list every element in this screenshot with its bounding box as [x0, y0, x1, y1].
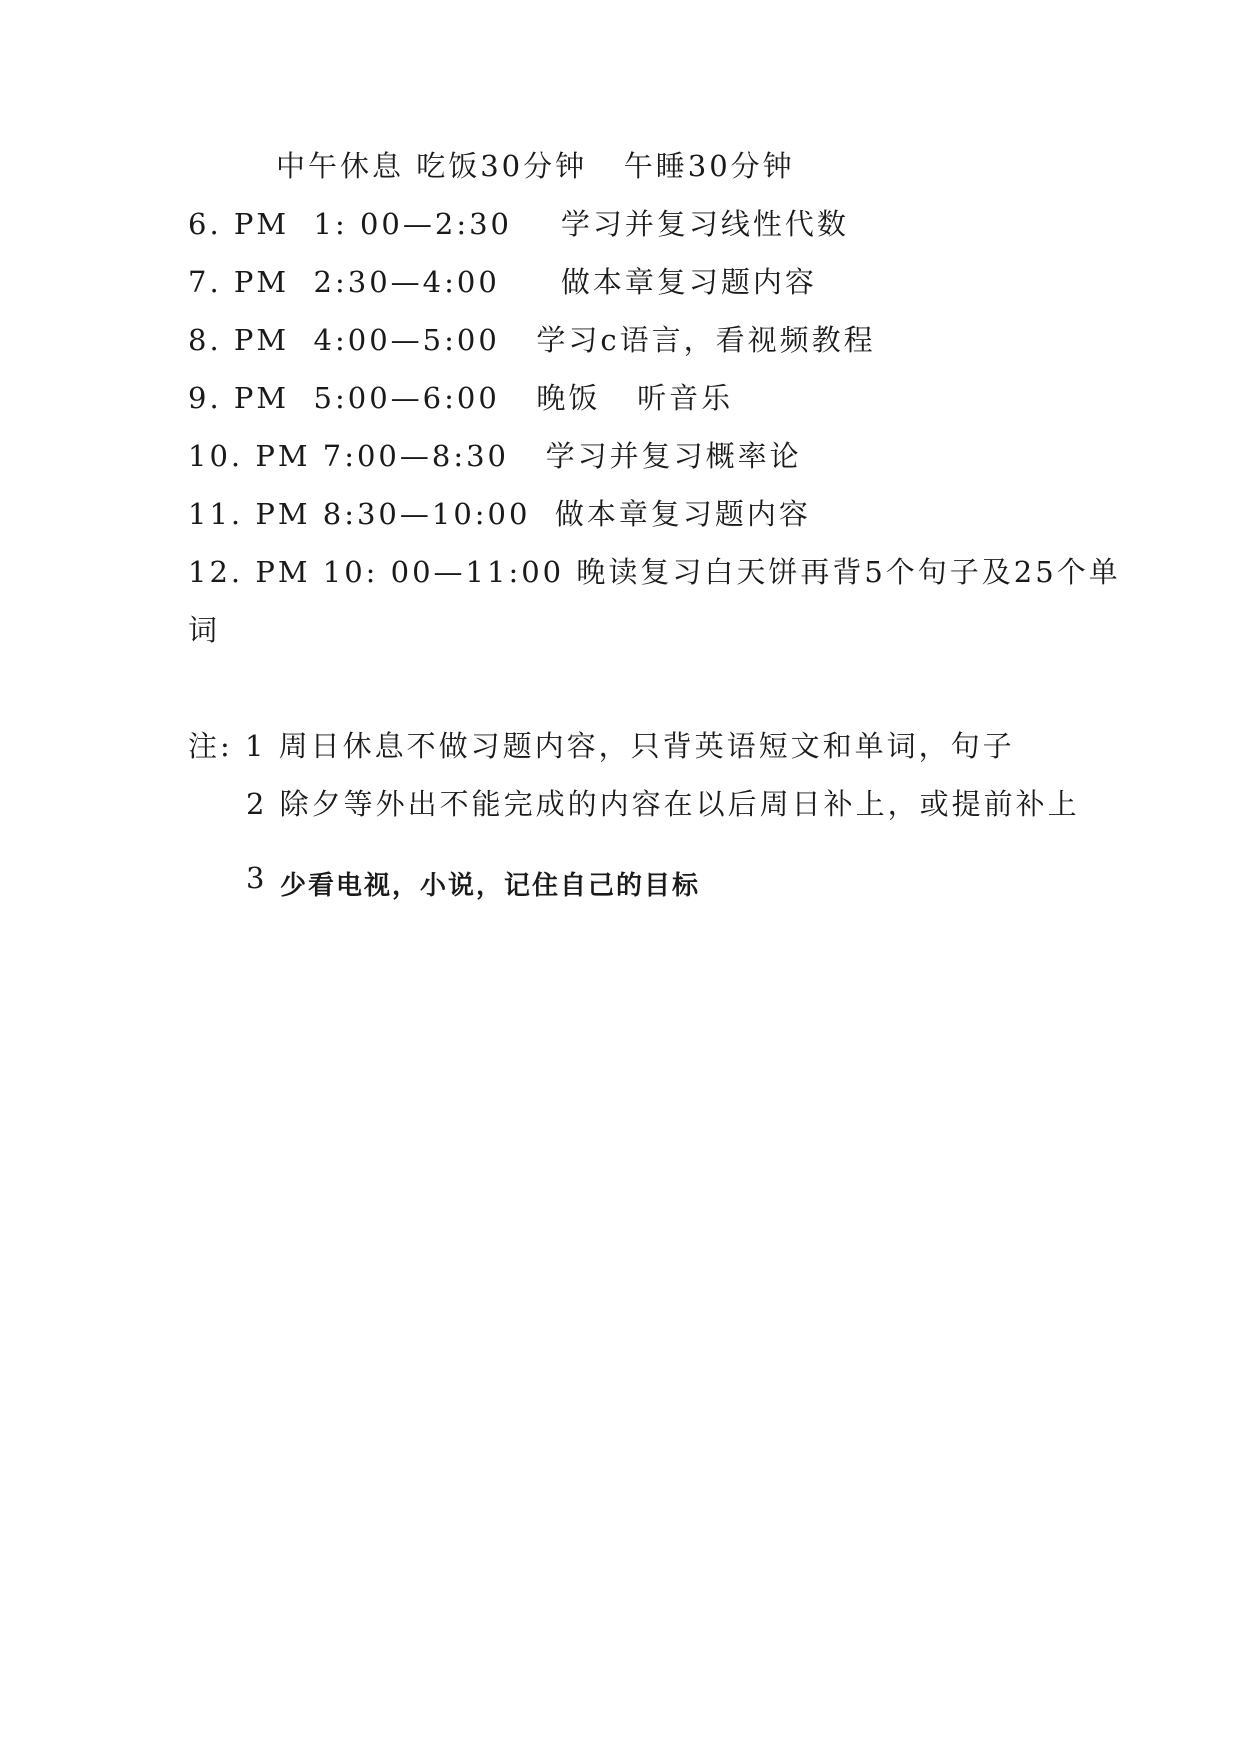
note-3-text: 少看电视，小说，记住自己的目标 — [280, 871, 701, 901]
schedule-item-7: 7. PM 2:30—4:00 做本章复习题内容 — [188, 265, 817, 299]
schedule-item-9: 9. PM 5:00—6:00 晚饭 听音乐 — [188, 381, 734, 415]
schedule-item-10: 10. PM 7:00—8:30 学习并复习概率论 — [188, 439, 802, 473]
schedule-item-6: 6. PM 1: 00—2:30 学习并复习线性代数 — [188, 207, 849, 241]
lunch-break-line: 中午休息 吃饭30分钟 午睡30分钟 — [276, 149, 795, 183]
schedule-item-12: 12. PM 10: 00—11:00 晚读复习白天饼再背5个句子及25个单 — [188, 555, 1121, 589]
schedule-item-12-continued: 词 — [188, 613, 221, 647]
note-2: 2 除夕等外出不能完成的内容在以后周日补上，或提前补上 — [246, 787, 1080, 821]
note-3-number: 3 — [246, 861, 265, 895]
schedule-item-11: 11. PM 8:30—10:00 做本章复习题内容 — [188, 497, 811, 531]
note-1: 注: 1 周日休息不做习题内容，只背英语短文和单词，句子 — [188, 729, 1015, 763]
schedule-item-8: 8. PM 4:00—5:00 学习c语言，看视频教程 — [188, 323, 876, 357]
